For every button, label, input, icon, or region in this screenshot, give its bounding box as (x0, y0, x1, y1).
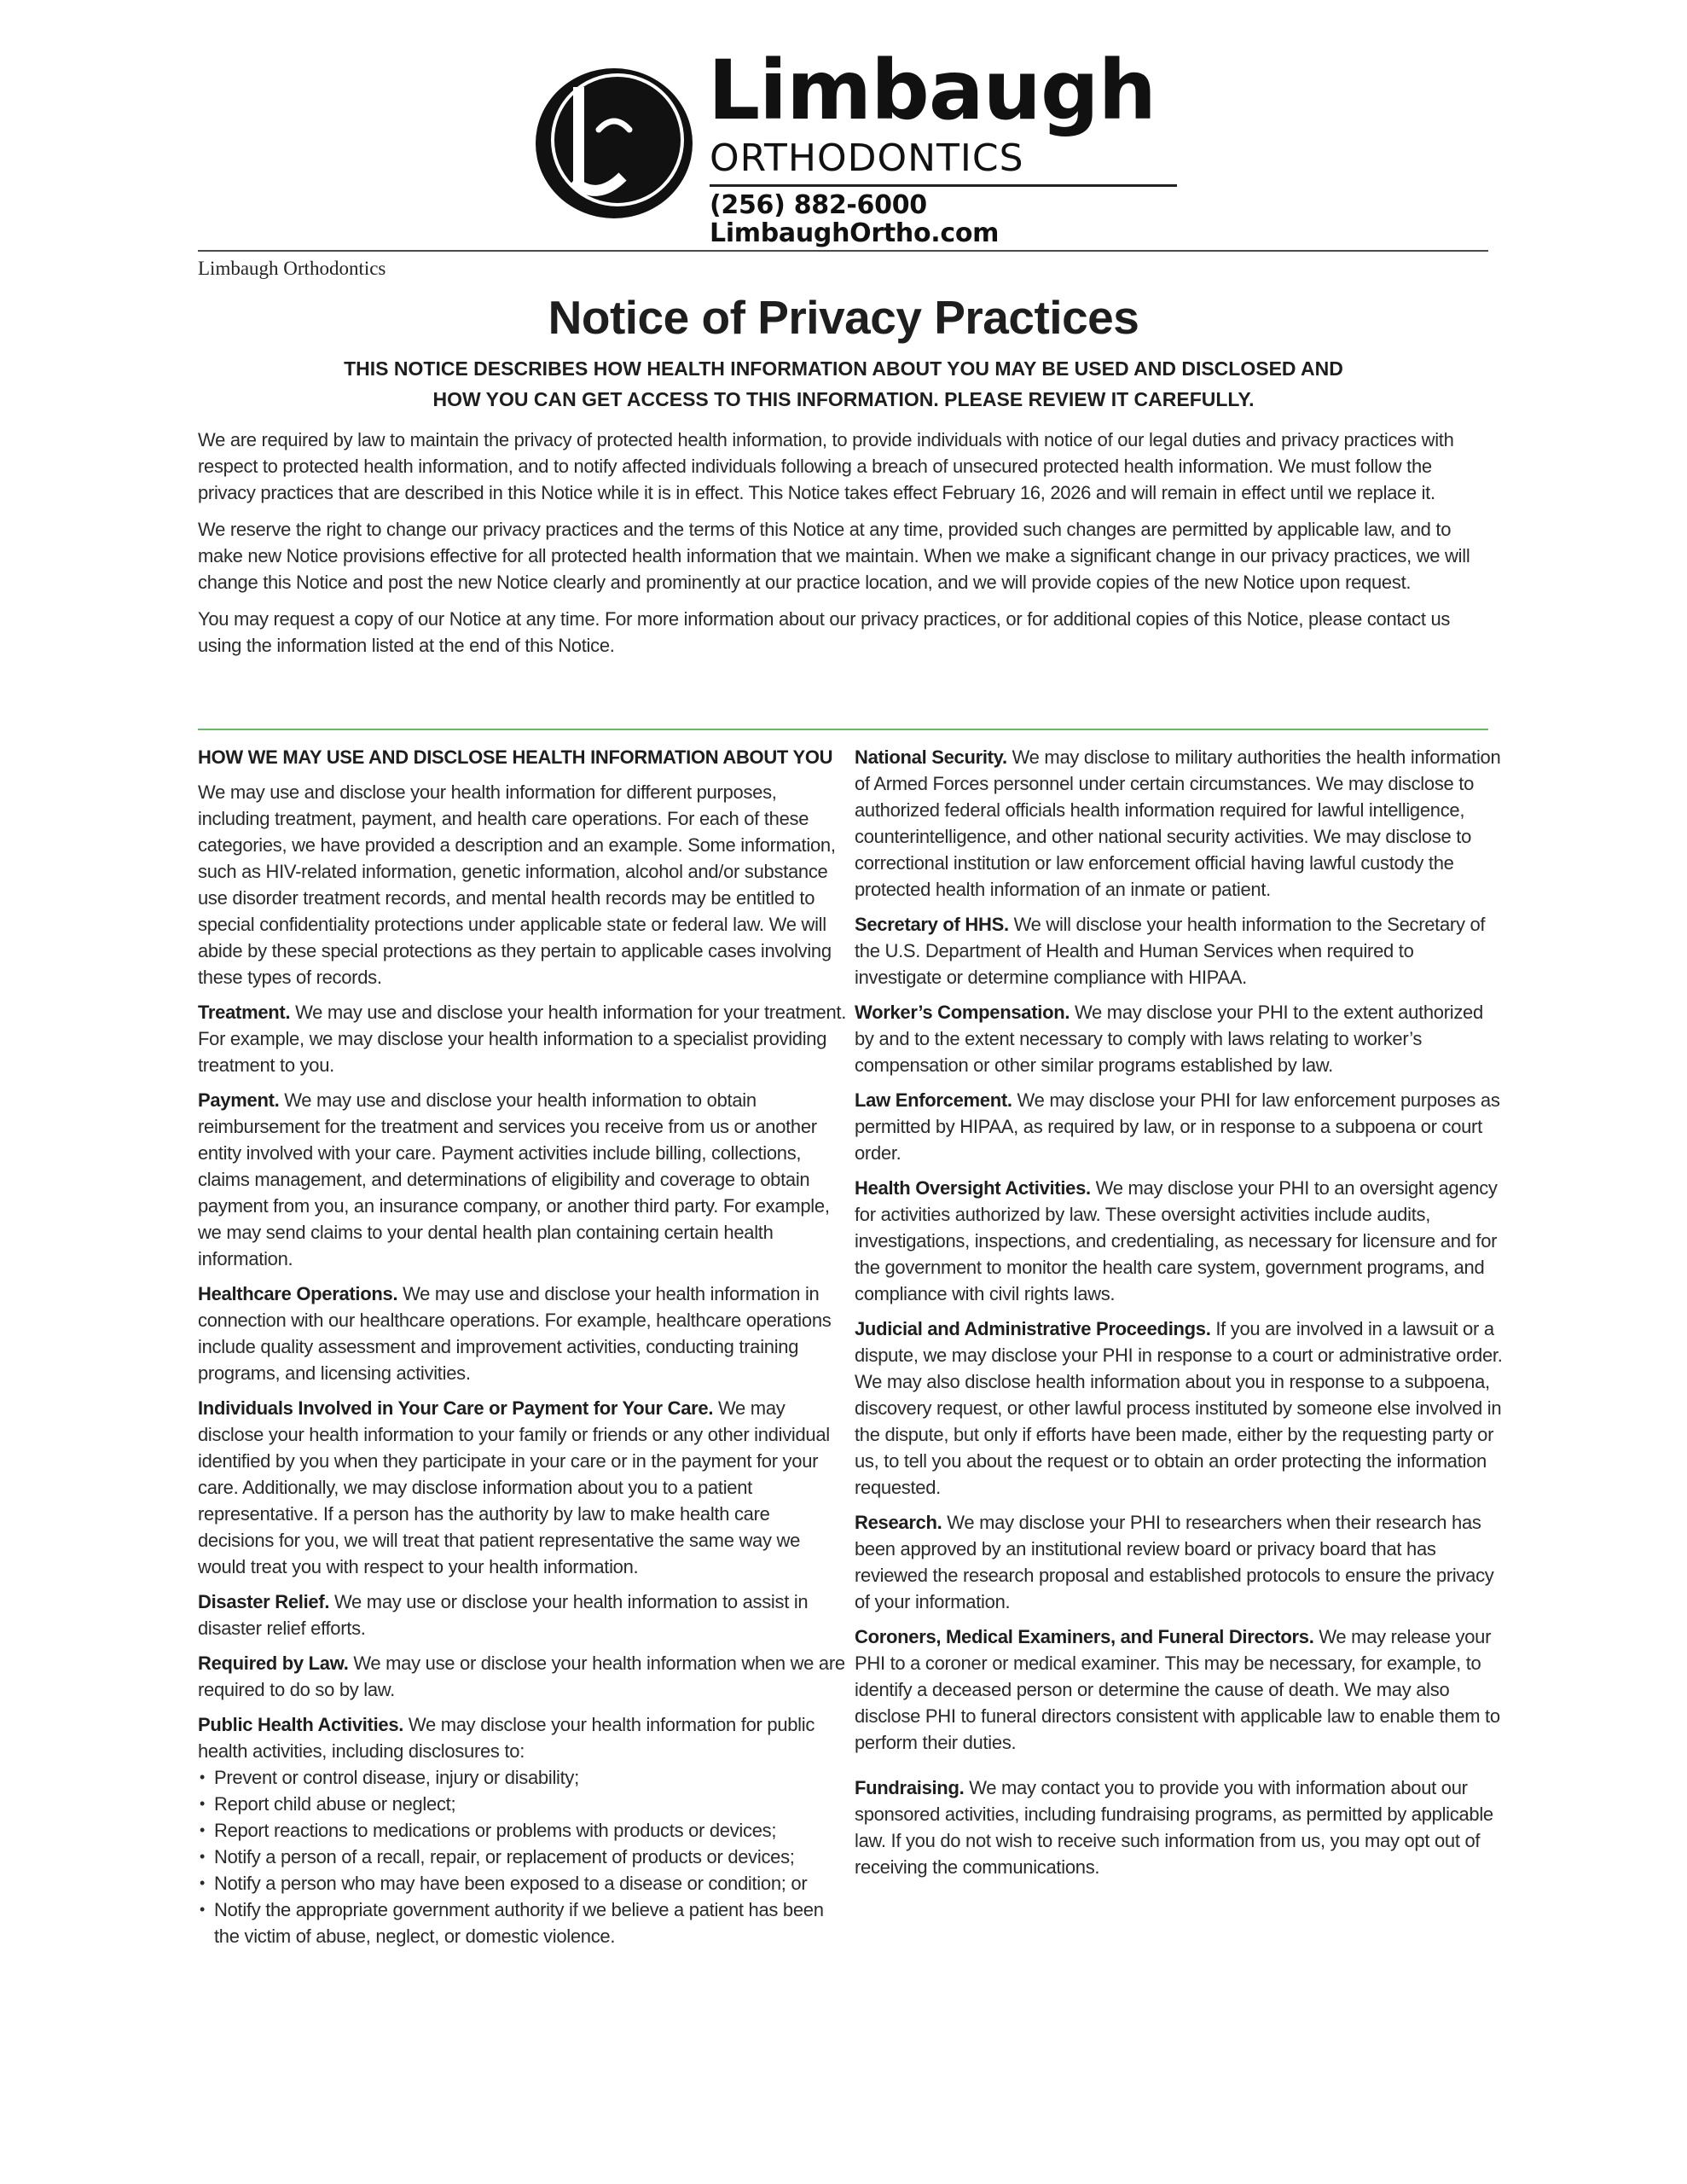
section-secretary-hhs (855, 911, 1503, 990)
list-item: • Notify a person who may have been exposed to a disease or condition; or (198, 1870, 846, 1896)
page-title: Notice of Privacy Practices (548, 291, 1139, 344)
section-research (855, 1509, 1503, 1615)
section-lead: Payment. (198, 1089, 280, 1111)
section-text: We may use and disclose your health information to obtain reimbursement for the treatment and services you receive from us or another entity involved with your care. Payment activities include billing, collections, claims management, and determinations of eligibility and coverage to obtain payment from you, an insurance company, or another third party. For example, we may send claims to your dental health plan containing certain health information. (198, 1089, 830, 1269)
intro-paragraph: We reserve the right to change our privacy practices and the terms of this Notice at any time, provided such changes are permitted by applicable law, and to make new Notice provisions effective for all protected health information that we maintain. When we make a significant change in our privacy practices, we will change this Notice and post the new Notice clearly and prominently at our practice location, and we will provide copies of the new Notice upon request. (198, 519, 1470, 593)
section-workers-compensation (855, 999, 1503, 1078)
spacer (855, 1764, 1503, 1774)
section-lead: Judicial and Administrative Proceedings. (855, 1318, 1211, 1339)
section-individuals-involved (198, 1395, 846, 1580)
section-healthcare-operations (198, 1281, 846, 1386)
section-text: We may use or disclose your health information to assist in disaster relief efforts. (198, 1591, 809, 1639)
intro-section (198, 427, 1494, 669)
section-heading: HOW WE MAY USE AND DISCLOSE HEALTH INFORMATION ABOUT YOU (198, 746, 833, 768)
logo-subtitle: ORTHODONTICS (710, 136, 1024, 180)
section-text: We may disclose to military authorities the health information of Armed Forces personnel under certain circumstances. We may disclose to authorized federal officials health information required for lawful intelligence, counterintelligence, and other national security activities. We may disclose to correctional institution or law enforcement official having lawful custody the protected health information of an inmate or patient. (855, 746, 1501, 900)
list-item: • Notify the appropriate government authority if we believe a patient has been the victim of abuse, neglect, or domestic violence. (198, 1896, 846, 1949)
section-lead: Public Health Activities. (198, 1714, 404, 1735)
list-item: • Report child abuse or neglect; (198, 1791, 846, 1817)
section-treatment (198, 999, 846, 1078)
intro-paragraph: We are required by law to maintain the privacy of protected health information, to provide individuals with notice of our legal duties and privacy practices with respect to protected health information, and to notify affected individuals following a breach of unsecured protected health information. We must follow the privacy practices that are described in this Notice while it is in effect. This Notice takes effect February 16, 2026 and will remain in effect until we replace it. (198, 429, 1454, 503)
section-text: We may disclose your health information for public health activities, including disclosures to: (198, 1714, 815, 1762)
section-lead: Law Enforcement. (855, 1089, 1012, 1111)
section-public-health (198, 1711, 846, 1764)
section-text: We may contact you to provide you with information about our sponsored activities, including fundraising programs, as permitted by applicable law. If you do not wish to receive such information from us, you may opt out of receiving the communications. (855, 1777, 1493, 1878)
logo-divider (710, 184, 1177, 187)
section-text: We may disclose your PHI to the extent authorized by and to the extent necessary to comply with laws relating to worker’s compensation or other similar programs established by law. (855, 1002, 1483, 1076)
section-text: We will disclose your health information to the Secretary of the U.S. Department of Health and Human Services when required to investigate or determine compliance with HIPAA. (855, 914, 1486, 988)
subtitle-line-2: HOW YOU CAN GET ACCESS TO THIS INFORMATION. PLEASE REVIEW IT CAREFULLY. (432, 388, 1255, 410)
logo-name: Limbaugh (708, 43, 1157, 138)
section-law-enforcement (855, 1087, 1503, 1166)
section-text: We may release your PHI to a coroner or medical examiner. This may be necessary, for example, to identify a deceased person or determine the cause of death. We may also disclose PHI to funeral directors consistent with applicable law to enable them to perform their duties. (855, 1626, 1500, 1753)
section-lead: Research. (855, 1512, 942, 1533)
section-intro: We may use and disclose your health information for different purposes, including treatment, payment, and health care operations. For each of these categories, we have provided a description and an example. Some information, such as HIV-related information, genetic information, alcohol and/or substance use disorder treatment records, and mental health records may be entitled to special confidentiality protections under applicable state or federal law. We will abide by these special protections as they pertain to applicable cases involving these types of records. (198, 781, 836, 988)
section-lead: Disaster Relief. (198, 1591, 330, 1612)
section-text: We may disclose your PHI for law enforcement purposes as permitted by HIPAA, as required by law, or in response to a subpoena or court order. (855, 1089, 1500, 1164)
logo-contact: (256) 882-6000 LimbaughOrtho.com (710, 190, 1000, 248)
section-lead: Coroners, Medical Examiners, and Funeral Directors. (855, 1626, 1314, 1647)
page-subtitle (0, 353, 1687, 415)
section-lead: Secretary of HHS. (855, 914, 1009, 935)
right-column (855, 744, 1503, 1889)
section-text: We may disclose your PHI to researchers when their research has been approved by an institutional review board or privacy board that has reviewed the research proposal and established protocols to ensure the privacy of your information. (855, 1512, 1494, 1612)
section-lead: Fundraising. (855, 1777, 965, 1798)
section-lead: Treatment. (198, 1002, 291, 1023)
section-text: If you are involved in a lawsuit or a dispute, we may disclose your PHI in response to a court or administrative order. We may also disclose health information about you in response to a subpoena, discovery request, or other lawful process instituted by someone else involved in the dispute, but only if efforts have been made, either by the requesting party or us, to tell you about the request or to obtain an order protecting the information requested. (855, 1318, 1503, 1498)
section-lead: National Security. (855, 746, 1007, 768)
section-text: We may disclose your health information to your family or friends or any other individual identified by you when they participate in your care or in the payment for your care. Additionally, we may disclose information about you to a patient representative. If a person has the authority by law to make health care decisions for you, we will treat that patient representative the same way we would treat you with respect to your health information. (198, 1397, 830, 1577)
list-item: • Notify a person of a recall, repair, or replacement of products or devices; (198, 1844, 846, 1870)
section-divider (198, 729, 1488, 730)
list-item: • Report reactions to medications or problems with products or devices; (198, 1817, 846, 1844)
section-required-by-law (198, 1650, 846, 1703)
section-text: We may disclose your PHI to an oversight agency for activities authorized by law. These oversight activities include audits, investigations, inspections, and credentialing, as necessary for licensure and for the government to monitor the health care system, government programs, and compliance with civil rights laws. (855, 1177, 1498, 1304)
circle-l-emblem-icon (529, 61, 699, 224)
section-judicial-proceedings (855, 1316, 1503, 1501)
public-health-list (198, 1764, 846, 1949)
list-item: • Prevent or control disease, injury or disability; (198, 1764, 846, 1791)
section-health-oversight (855, 1175, 1503, 1307)
section-lead: Required by Law. (198, 1653, 349, 1674)
subtitle-line-1: THIS NOTICE DESCRIBES HOW HEALTH INFORMATION ABOUT YOU MAY BE USED AND DISCLOSED AND (344, 357, 1343, 380)
section-payment (198, 1087, 846, 1272)
section-fundraising (855, 1774, 1503, 1880)
intro-paragraph: You may request a copy of our Notice at any time. For more information about our privacy practices, or for additional copies of this Notice, please contact us using the information listed at the end of this Notice. (198, 608, 1451, 656)
section-disaster-relief (198, 1589, 846, 1641)
section-text: We may use or disclose your health information when we are required to do so by law. (198, 1653, 845, 1700)
left-column (198, 744, 846, 1949)
section-text: We may use and disclose your health information in connection with our healthcare operations. For example, healthcare operations include quality assessment and improvement activities, conducting training programs, and licensing activities. (198, 1283, 832, 1384)
section-lead: Health Oversight Activities. (855, 1177, 1091, 1199)
section-text: We may use and disclose your health information for your treatment. For example, we may disclose your health information to a specialist providing treatment to you. (198, 1002, 847, 1076)
header-divider (198, 250, 1488, 252)
section-lead: Individuals Involved in Your Care or Payment for Your Care. (198, 1397, 714, 1419)
practice-name: Limbaugh Orthodontics (198, 258, 386, 279)
section-lead: Worker’s Compensation. (855, 1002, 1070, 1023)
section-national-security (855, 744, 1503, 903)
section-lead: Healthcare Operations. (198, 1283, 398, 1304)
practice-logo (529, 43, 1177, 248)
section-coroners (855, 1623, 1503, 1756)
